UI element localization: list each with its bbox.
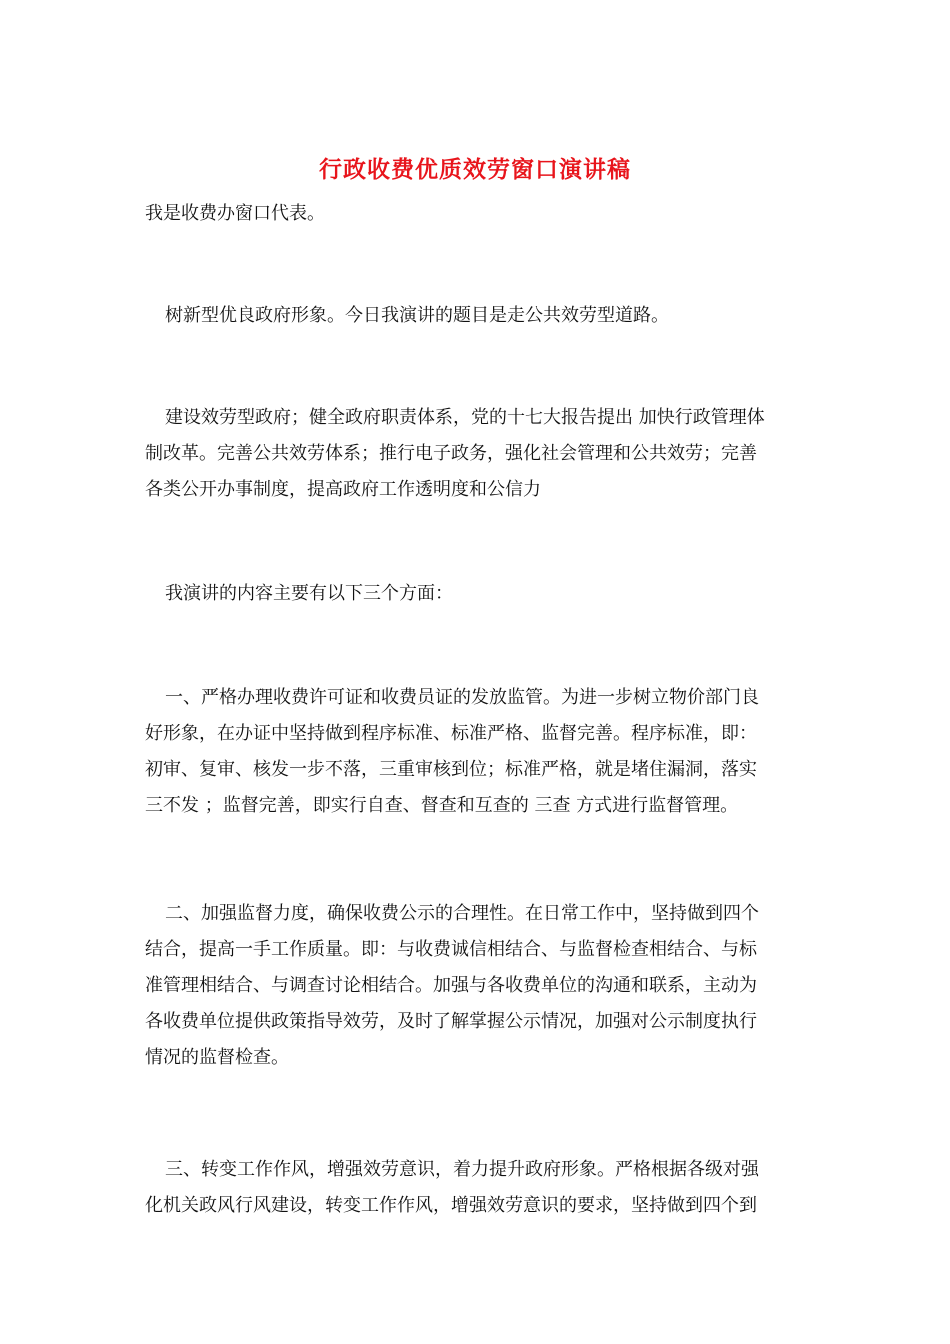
paragraph-service-government (145, 400, 805, 508)
paragraph-line: 制改革。完善公共效劳体系；推行电子政务，强化社会管理和公共效劳；完善 (145, 443, 757, 464)
paragraph-section-two (145, 896, 805, 1076)
paragraph-theme (145, 298, 805, 334)
paragraph-line: 建设效劳型政府；健全政府职责体系，党的十七大报告提出 加快行政管理体 (165, 407, 765, 428)
document-title: 行政收费优质效劳窗口演讲稿 (319, 156, 631, 183)
paragraph-line: 准管理相结合、与调查讨论相结合。加强与各收费单位的沟通和联系，主动为 (145, 975, 757, 996)
paragraph-section-one (145, 680, 805, 824)
paragraph-line: 情况的监督检查。 (145, 1047, 289, 1068)
paragraph-section-three (145, 1152, 805, 1224)
paragraph-outline (145, 576, 805, 612)
paragraph-line: 树新型优良政府形象。今日我演讲的题目是走公共效劳型道路。 (165, 305, 669, 326)
paragraph-line: 好形象，在办证中坚持做到程序标准、标准严格、监督完善。程序标准，即： (145, 723, 757, 744)
paragraph-line: 各类公开办事制度，提高政府工作透明度和公信力 (145, 479, 541, 500)
paragraph-line: 初审、复审、核发一步不落，三重审核到位；标准严格，就是堵住漏洞，落实 (145, 759, 757, 780)
paragraph-line: 我演讲的内容主要有以下三个方面： (165, 583, 453, 604)
paragraph-line: 化机关政风行风建设，转变工作作风，增强效劳意识的要求，坚持做到四个到 (145, 1195, 757, 1216)
paragraph-line: 三、转变工作作风，增强效劳意识，着力提升政府形象。严格根据各级对强 (165, 1159, 759, 1180)
paragraph-line: 结合，提高一手工作质量。即：与收费诚信相结合、与监督检查相结合、与标 (145, 939, 757, 960)
paragraph-line: 我是收费办窗口代表。 (145, 203, 325, 224)
paragraph-line: 各收费单位提供政策指导效劳，及时了解掌握公示情况，加强对公示制度执行 (145, 1011, 757, 1032)
paragraph-intro (145, 196, 805, 232)
paragraph-line: 三不发 ；监督完善，即实行自查、督查和互查的 三查 方式进行监督管理。 (145, 795, 739, 816)
paragraph-line: 一、严格办理收费许可证和收费员证的发放监管。为进一步树立物价部门良 (165, 687, 759, 708)
paragraph-line: 二、加强监督力度，确保收费公示的合理性。在日常工作中，坚持做到四个 (165, 903, 759, 924)
